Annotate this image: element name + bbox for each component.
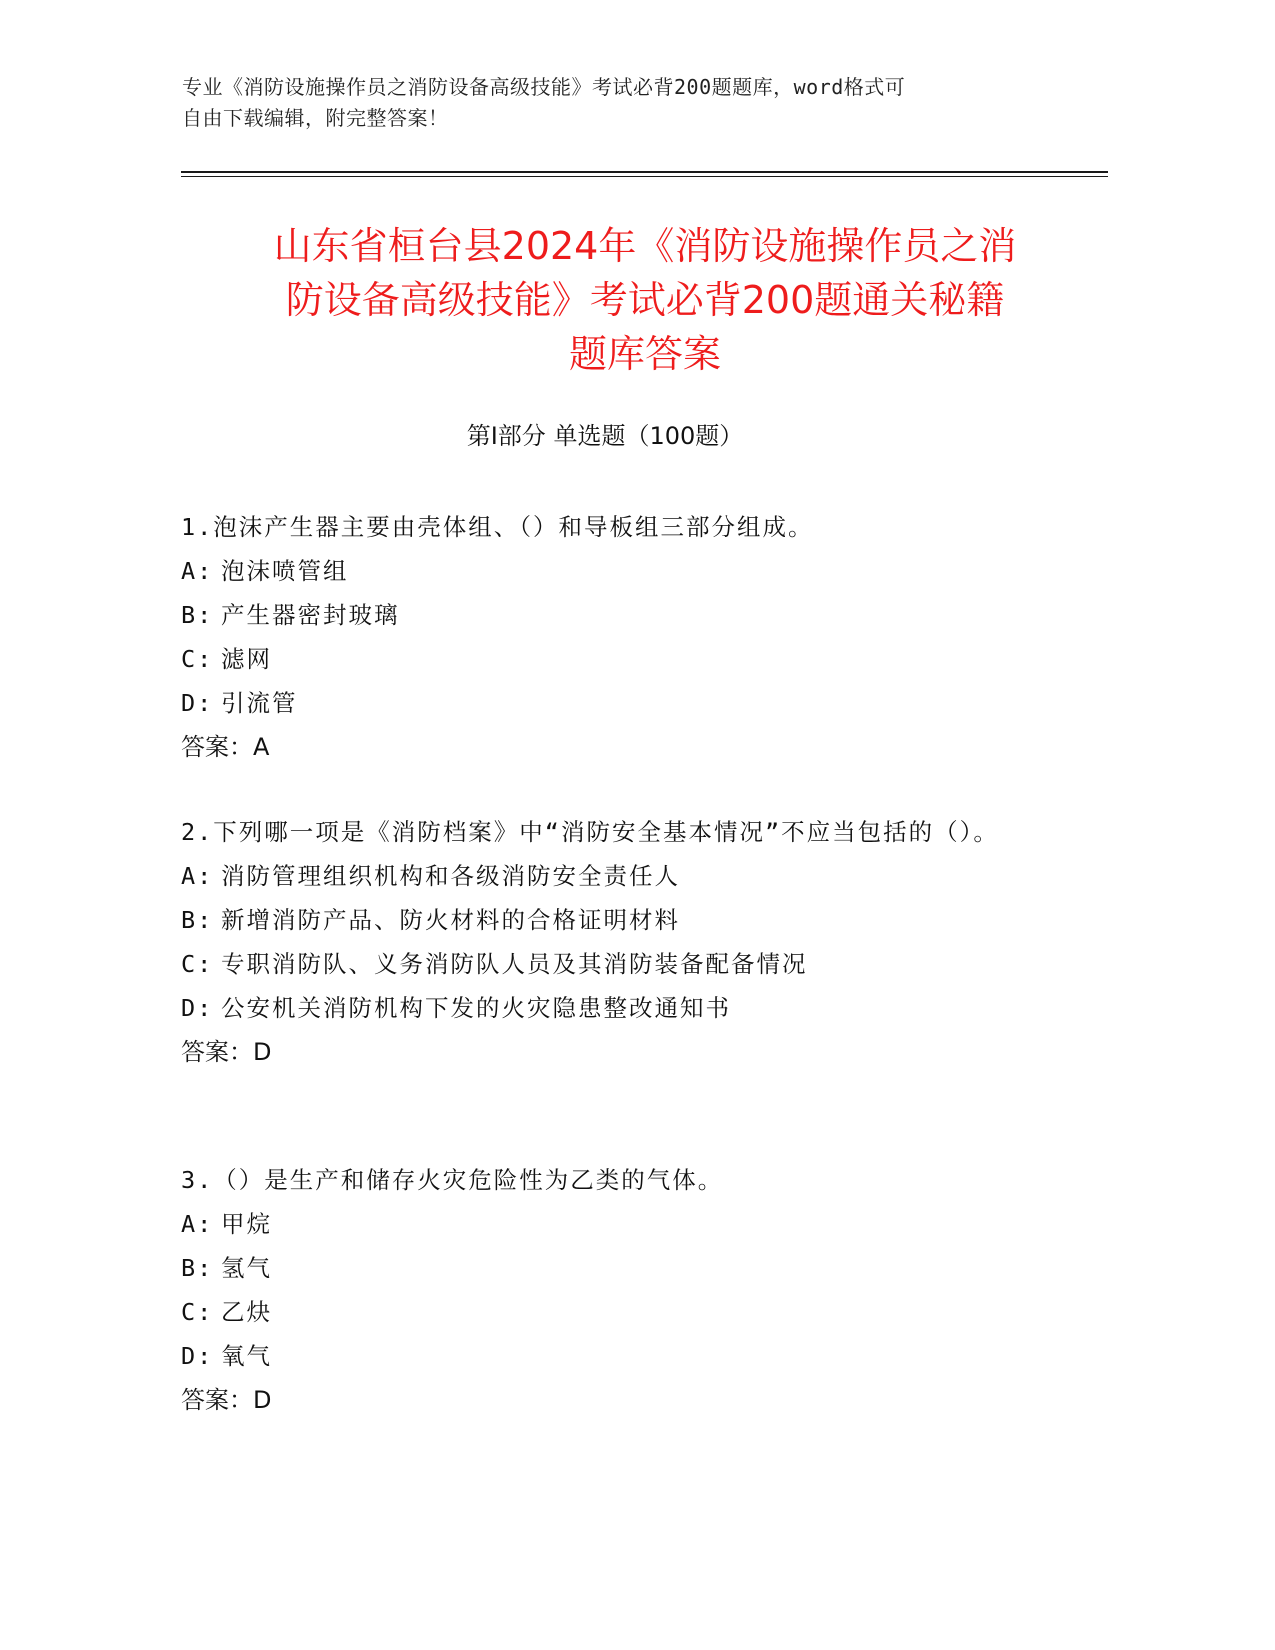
question-2: [181, 810, 1081, 1074]
intro-text: [182, 72, 1082, 134]
option-text: 乙炔: [221, 1298, 272, 1326]
option-letter: D:: [181, 994, 214, 1022]
intro-line-1: 专业《消防设施操作员之消防设备高级技能》考试必背200题题库，word格式可: [182, 75, 906, 99]
answer-line: 答案：D: [181, 1038, 272, 1066]
option-d: [181, 1334, 1081, 1378]
option-text: 氧气: [221, 1342, 272, 1370]
option-letter: B:: [181, 906, 214, 934]
option-c: [181, 637, 1081, 681]
option-text: 引流管: [221, 689, 298, 717]
option-letter: B:: [181, 601, 214, 629]
option-letter: A:: [181, 557, 214, 585]
header-divider-thick: [181, 171, 1108, 173]
option-letter: C:: [181, 950, 214, 978]
answer-line: 答案：D: [181, 1386, 272, 1414]
option-letter: D:: [181, 1342, 214, 1370]
option-b: [181, 1246, 1081, 1290]
option-a: [181, 549, 1081, 593]
option-text: 滤网: [221, 645, 272, 673]
option-letter: C:: [181, 645, 214, 673]
option-b: [181, 593, 1081, 637]
title-line-3: 题库答案: [568, 332, 721, 376]
title-line-1: 山东省桓台县2024年《消防设施操作员之消: [273, 224, 1017, 268]
option-d: [181, 681, 1081, 725]
option-text: 公安机关消防机构下发的火灾隐患整改通知书: [221, 994, 731, 1022]
option-text: 消防管理组织机构和各级消防安全责任人: [221, 862, 680, 890]
option-d: [181, 986, 1081, 1030]
option-text: 产生器密封玻璃: [221, 601, 400, 629]
option-letter: B:: [181, 1254, 214, 1282]
question-stem: 1.泡沫产生器主要由壳体组、（）和导板组三部分组成。: [181, 513, 814, 541]
option-letter: A:: [181, 1210, 214, 1238]
section-heading: 第I部分 单选题（100题）: [466, 422, 744, 450]
question-3: [181, 1158, 1081, 1422]
option-text: 氢气: [221, 1254, 272, 1282]
document-title: [160, 219, 1130, 381]
option-c: [181, 942, 1081, 986]
option-letter: A:: [181, 862, 214, 890]
option-text: 新增消防产品、防火材料的合格证明材料: [221, 906, 680, 934]
question-stem: 2.下列哪一项是《消防档案》中“消防安全基本情况”不应当包括的（）。: [181, 818, 999, 846]
option-text: 泡沫喷管组: [221, 557, 349, 585]
option-text: 甲烷: [221, 1210, 272, 1238]
option-a: [181, 854, 1081, 898]
option-a: [181, 1202, 1081, 1246]
option-letter: D:: [181, 689, 214, 717]
question-1: [181, 505, 1081, 769]
option-letter: C:: [181, 1298, 214, 1326]
question-stem: 3.（）是生产和储存火灾危险性为乙类的气体。: [181, 1166, 724, 1194]
option-b: [181, 898, 1081, 942]
option-c: [181, 1290, 1081, 1334]
header-divider-thin: [181, 176, 1108, 177]
intro-line-2: 自由下载编辑，附完整答案！: [182, 106, 449, 130]
answer-line: 答案：A: [181, 733, 270, 761]
option-text: 专职消防队、义务消防队人员及其消防装备配备情况: [221, 950, 808, 978]
title-line-2: 防设备高级技能》考试必背200题通关秘籍: [285, 278, 1005, 322]
